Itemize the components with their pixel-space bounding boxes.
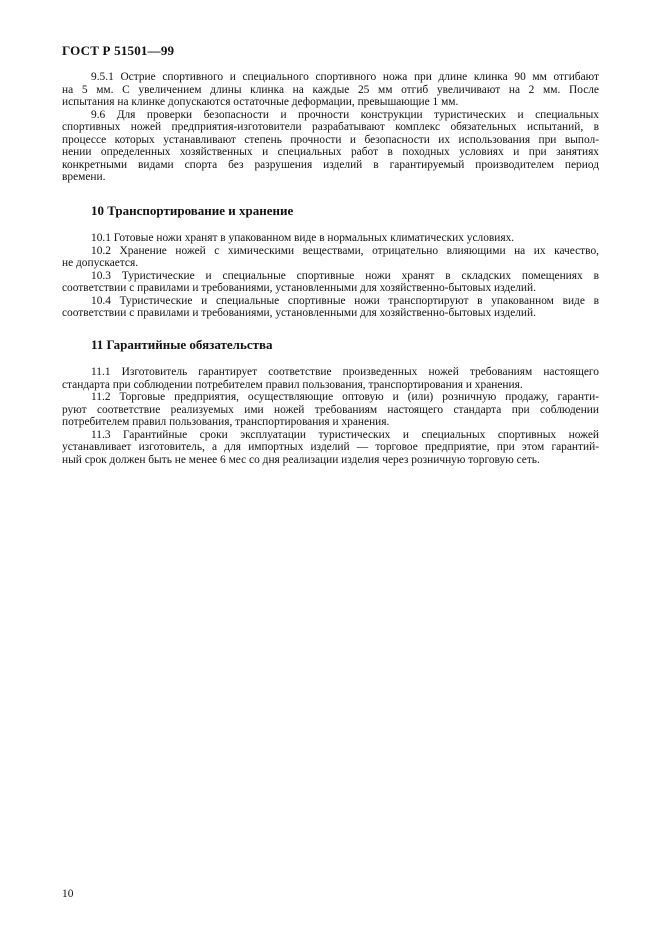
text-line: процессе которых устанавливают степень прочности и безопасности их использования при выпол- [62, 133, 599, 146]
text-line: времени. [62, 171, 106, 183]
text-line: 11.2 Торговые предприятия, осуществляющие оптовую и (или) розничную продажу, гаранти- [91, 391, 599, 403]
paragraph-10-4 [62, 295, 599, 320]
text-line: 9.6 Для проверки безопасности и прочности конструкции туристических и специальных [91, 108, 599, 121]
text-line: устанавливает изготовитель, а для импортных изделий — торговое предприятие, при этом гарантий- [62, 441, 599, 453]
text-line: конкретными видами спорта без разрушения изделий в гарантируемый производителем период [62, 158, 599, 171]
paragraph-11-1 [62, 366, 599, 391]
paragraph-10-1 [62, 232, 599, 245]
text-line: не допускается. [62, 257, 139, 269]
page-number: 10 [62, 888, 74, 900]
paragraph-11-3 [62, 429, 599, 467]
text-line: руют соответствие реализуемых ими ножей требованиям настоящего стандарта при соблюдении [62, 403, 599, 416]
paragraph-11-2 [62, 391, 599, 429]
paragraph-10-3 [62, 270, 599, 295]
text-line: 9.5.1 Острие спортивного и специального спортивного ножа при длине клинка 90 мм отгибают [91, 71, 599, 83]
text-line: нении определенных хозяйственных и специальных работ в походных условиях и при занятиях [62, 146, 599, 158]
paragraph-10-2 [62, 245, 599, 270]
text-line: ный срок должен быть не менее 6 мес со дня реализации изделия через розничную торговую сеть. [62, 453, 540, 466]
text-line: соответствии с правилами и требованиями, установленными для хозяйственно-бытовых изделий. [62, 307, 536, 319]
section-title-10: 10 Транспортирование и хранение [91, 203, 294, 218]
text-line: потребителем правил пользования, транспортирования и хранения. [62, 416, 390, 428]
section-title-11: 11 Гарантийные обязательства [91, 337, 273, 352]
text-line: на 5 мм. С увеличением длины клинка на каждые 25 мм отгиб увеличивают на 2 мм. После [62, 83, 599, 96]
text-line: 10.3 Туристические и специальные спортивные ножи хранят в складских помещениях в [91, 269, 599, 282]
paragraph-9-6 [62, 109, 599, 184]
text-line: 11.1 Изготовитель гарантирует соответствие произведенных ножей требованиям настоящего [91, 366, 599, 378]
document-id-header: ГОСТ Р 51501—99 [62, 43, 175, 58]
paragraph-9-5-1 [62, 71, 599, 109]
text-line: стандарта при соблюдении потребителем правил пользования, транспортирования и хранения. [62, 378, 523, 391]
text-line: 10.4 Туристические и специальные спортивные ножи транспортируют в упакованном виде в [91, 294, 599, 307]
text-line: испытания на клинке допускаются остаточные деформации, превышающие 1 мм. [62, 96, 459, 108]
text-line: 10.2 Хранение ножей с химическими веществами, отрицательно влияющими на их качество, [91, 244, 599, 257]
text-line: 11.3 Гарантийные сроки эксплуатации туристических и специальных спортивных ножей [91, 428, 599, 441]
text-line: спортивных ножей предприятия-изготовители разрабатывают комплекс обязательных испытаний, в [62, 121, 599, 133]
text-line: 10.1 Готовые ножи хранят в упакованном виде в нормальных климатических условиях. [91, 232, 515, 244]
text-line: соответствии с правилами и требованиями, установленными для хозяйственно-бытовых изделий. [62, 282, 536, 294]
